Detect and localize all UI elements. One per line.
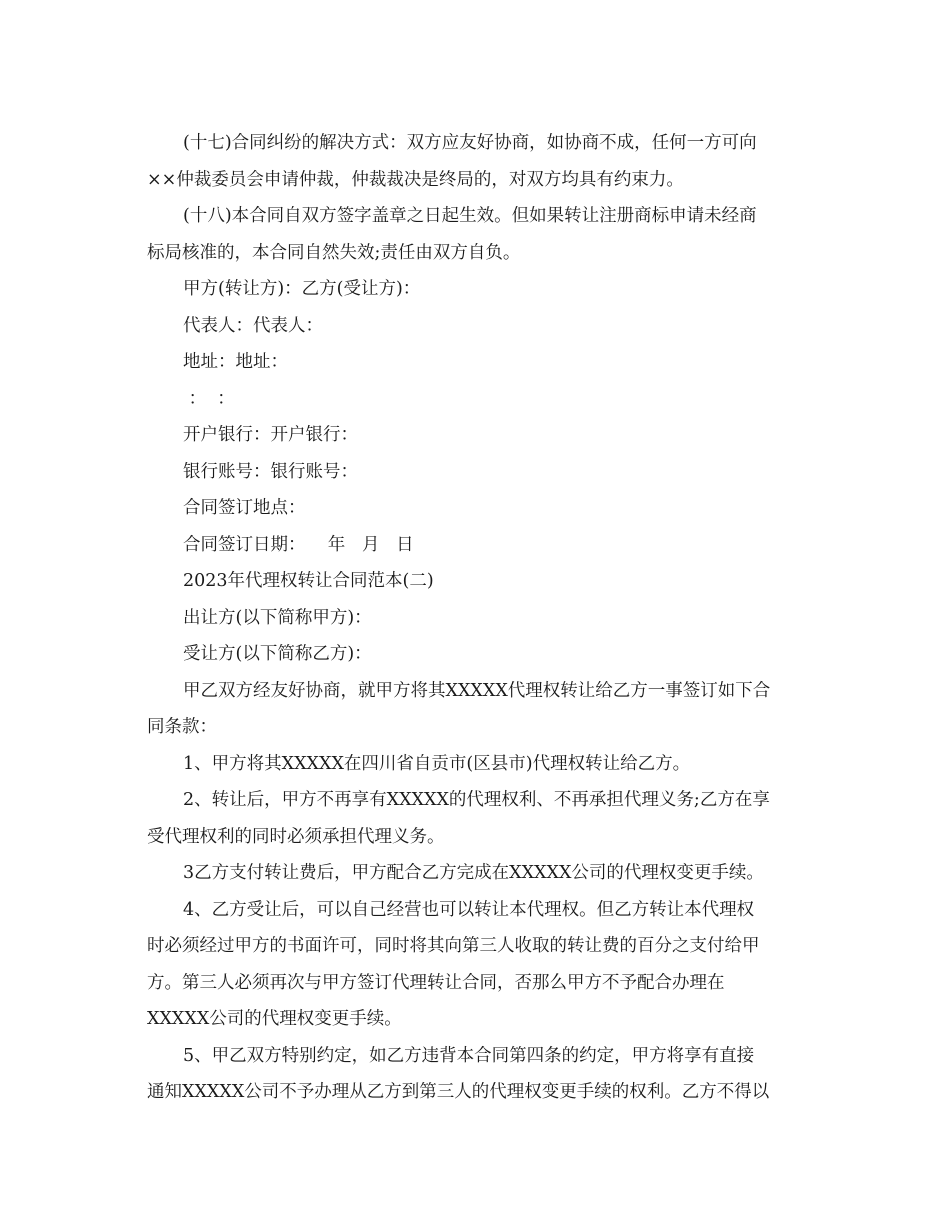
paragraph-line: 标局核准的，本合同自然失效;责任由双方自负。 — [147, 242, 521, 263]
paragraph-line: 甲乙双方经友好协商，就甲方将其XXXXX代理权转让给乙方一事签订如下合 — [183, 680, 771, 701]
paragraph-line: 合同签订地点： — [183, 498, 306, 518]
paragraph-line: ××仲裁委员会申请仲裁，仲裁裁决是终局的，对双方均具有约束力。 — [147, 169, 684, 190]
paragraph-line: XXXXX公司的代理权变更手续。 — [147, 1009, 402, 1029]
paragraph-line: 方。第三人必须再次与甲方签订代理转让合同，否那么甲方不予配合办理在 — [147, 972, 725, 993]
paragraph-line: 受代理权利的同时必须承担代理义务。 — [147, 826, 445, 847]
paragraph-line: 4、乙方受让后，可以自己经营也可以转让本代理权。但乙方转让本代理权 — [183, 899, 755, 920]
paragraph-line: 通知XXXXX公司不予办理从乙方到第三人的代理权变更手续的权利。乙方不得以 — [147, 1082, 770, 1102]
paragraph-line: 同条款： — [147, 717, 217, 737]
paragraph-line: (十七)合同纠纷的解决方式：双方应友好协商，如协商不成，任何一方可向 — [183, 133, 757, 153]
document-page — [147, 125, 802, 1111]
paragraph-line: (十八)本合同自双方签字盖章之日起生效。但如果转让注册商标申请未经商 — [183, 206, 757, 226]
paragraph-line: 银行账号：银行账号： — [183, 461, 358, 482]
paragraph-line: 2、转让后，甲方不再享有XXXXX的代理权利、不再承担代理义务;乙方在享 — [183, 790, 770, 810]
paragraph-line: 2023年代理权转让合同范本(二) — [183, 571, 434, 591]
paragraph-line: 3乙方支付转让费后，甲方配合乙方完成在XXXXX公司的代理权变更手续。 — [183, 863, 764, 883]
paragraph-line: 5、甲乙双方特别约定，如乙方违背本合同第四条的约定，甲方将享有直接 — [183, 1045, 755, 1066]
paragraph-line: 代表人：代表人： — [183, 315, 323, 336]
paragraph-line: 合同签订日期： 年 月 日 — [183, 534, 414, 555]
paragraph-line: 时必须经过甲方的书面许可，同时将其向第三人收取的转让费的百分之支付给甲 — [147, 936, 760, 956]
paragraph-line: 地址：地址： — [183, 352, 288, 372]
paragraph-line: 甲方(转让方)：乙方(受让方)： — [183, 279, 421, 299]
paragraph-line: ： ： — [183, 388, 235, 409]
paragraph-line: 出让方(以下简称甲方)： — [183, 607, 372, 628]
paragraph-line: 1、甲方将其XXXXX在四川省自贡市(区县市)代理权转让给乙方。 — [183, 753, 691, 774]
paragraph-line: 开户银行：开户银行： — [183, 425, 358, 445]
paragraph-line: 受让方(以下简称乙方)： — [183, 644, 372, 664]
